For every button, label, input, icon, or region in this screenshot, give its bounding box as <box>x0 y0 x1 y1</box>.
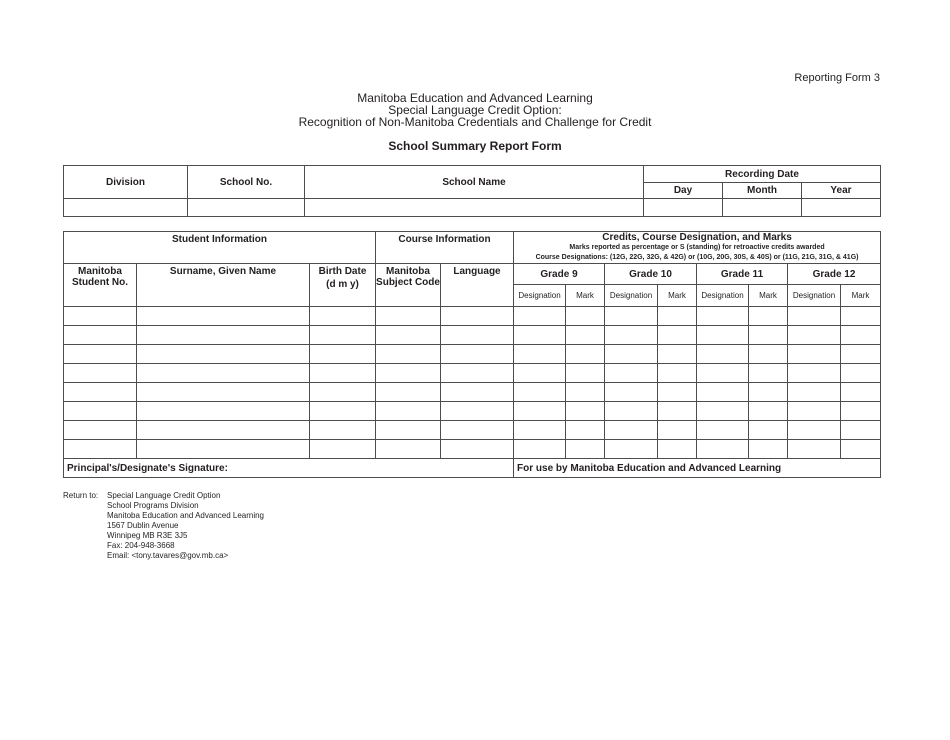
entry-cell[interactable] <box>310 440 376 459</box>
entry-cell[interactable] <box>566 440 605 459</box>
grade-10-header: Grade 10 <box>605 264 697 285</box>
recording-date-header: Recording Date <box>644 166 881 183</box>
entry-cell[interactable] <box>137 307 310 326</box>
office-use-field: For use by Manitoba Education and Advanced Learning <box>514 459 881 478</box>
entry-cell[interactable] <box>697 307 749 326</box>
entry-cell[interactable] <box>697 383 749 402</box>
school-no-header: School No. <box>188 166 305 199</box>
division-header: Division <box>64 166 188 199</box>
document-header <box>0 92 950 128</box>
entry-cell[interactable] <box>566 402 605 421</box>
entry-cell[interactable] <box>441 383 514 402</box>
entry-cell[interactable] <box>788 345 841 364</box>
reporting-form-label: Reporting Form 3 <box>794 72 880 84</box>
entry-cell[interactable] <box>749 440 788 459</box>
entry-cell[interactable] <box>64 383 137 402</box>
entry-cell[interactable] <box>841 421 881 440</box>
entry-cell[interactable] <box>376 402 441 421</box>
student-information-header: Student Information <box>64 232 376 264</box>
address-line: Special Language Credit Option <box>107 491 221 500</box>
address-line: Fax: 204-948-3668 <box>107 541 175 550</box>
entry-cell[interactable] <box>64 307 137 326</box>
entry-cell[interactable] <box>841 383 881 402</box>
entry-cell[interactable] <box>137 440 310 459</box>
entry-cell[interactable] <box>441 421 514 440</box>
entry-cell[interactable] <box>376 421 441 440</box>
entry-cell[interactable] <box>310 383 376 402</box>
entry-cell[interactable] <box>441 440 514 459</box>
entry-cell[interactable] <box>749 402 788 421</box>
table-row <box>64 307 881 326</box>
entry-cell[interactable] <box>605 364 658 383</box>
entry-cell[interactable] <box>749 364 788 383</box>
entry-cell[interactable] <box>64 440 137 459</box>
address-line: 1567 Dublin Avenue <box>107 521 179 530</box>
entry-cell[interactable] <box>658 345 697 364</box>
entry-cell[interactable] <box>514 364 566 383</box>
entry-cell[interactable] <box>697 364 749 383</box>
entry-cell[interactable] <box>749 383 788 402</box>
entry-cell[interactable] <box>376 345 441 364</box>
grade-12-header: Grade 12 <box>788 264 881 285</box>
page-title: School Summary Report Form <box>388 139 562 153</box>
entry-cell[interactable] <box>605 326 658 345</box>
entry-cell[interactable] <box>605 345 658 364</box>
address-line: Email: <tony.tavares@gov.mb.ca> <box>107 551 229 560</box>
school-name-field[interactable] <box>305 199 644 217</box>
entry-cell[interactable] <box>566 326 605 345</box>
entry-cell[interactable] <box>64 345 137 364</box>
year-header: Year <box>802 183 881 199</box>
entry-cell[interactable] <box>658 440 697 459</box>
entry-cell[interactable] <box>64 402 137 421</box>
entry-cell[interactable] <box>605 421 658 440</box>
entry-cell[interactable] <box>658 402 697 421</box>
designation-header: Designation <box>605 285 658 307</box>
entry-cell[interactable] <box>566 421 605 440</box>
entry-cell[interactable] <box>605 440 658 459</box>
table-row <box>64 421 881 440</box>
address-line: Winnipeg MB R3E 3J5 <box>107 531 188 540</box>
entry-cell[interactable] <box>658 307 697 326</box>
credits-title: Credits, Course Designation, and Marks <box>602 232 792 243</box>
entry-cell[interactable] <box>137 345 310 364</box>
month-field[interactable] <box>723 199 802 217</box>
grade-9-header: Grade 9 <box>514 264 605 285</box>
entry-cell[interactable] <box>441 307 514 326</box>
table-row <box>64 345 881 364</box>
signature-field[interactable]: Principal's/Designate's Signature: <box>64 459 514 478</box>
year-field[interactable] <box>802 199 881 217</box>
return-to-label: Return to: <box>63 491 99 500</box>
entry-cell[interactable] <box>841 440 881 459</box>
entry-cell[interactable] <box>137 326 310 345</box>
entry-cell[interactable] <box>566 364 605 383</box>
day-header: Day <box>644 183 723 199</box>
entry-cell[interactable] <box>441 326 514 345</box>
entry-cell[interactable] <box>376 307 441 326</box>
entry-cell[interactable] <box>788 383 841 402</box>
entry-cell[interactable] <box>697 326 749 345</box>
course-designations-note: Course Designations: (12G, 22G, 32G, & 42G) or (10G, 20G, 30S, & 40S) or (11G, 21G, 31G, & 41G) <box>535 254 859 261</box>
entry-cell[interactable] <box>137 421 310 440</box>
entry-cell[interactable] <box>566 307 605 326</box>
entry-cell[interactable] <box>566 345 605 364</box>
entry-cell[interactable] <box>64 326 137 345</box>
entry-cell[interactable] <box>697 345 749 364</box>
entry-cell[interactable] <box>658 383 697 402</box>
entry-cell[interactable] <box>310 345 376 364</box>
entry-cell[interactable] <box>605 307 658 326</box>
table-row <box>64 440 881 459</box>
entry-cell[interactable] <box>514 402 566 421</box>
entry-cell[interactable] <box>749 421 788 440</box>
entry-cell[interactable] <box>514 440 566 459</box>
entry-cell[interactable] <box>841 364 881 383</box>
entry-cell[interactable] <box>788 421 841 440</box>
birth-date-header <box>310 264 376 307</box>
school-name-header: School Name <box>305 166 644 199</box>
entry-cell[interactable] <box>697 402 749 421</box>
entry-cell[interactable] <box>841 307 881 326</box>
designation-header: Designation <box>514 285 566 307</box>
header-subtitle: Recognition of Non-Manitoba Credentials and Challenge for Credit <box>298 115 652 129</box>
address-line: Manitoba Education and Advanced Learning <box>107 511 265 520</box>
entry-cell[interactable] <box>376 326 441 345</box>
designation-header: Designation <box>697 285 749 307</box>
division-field[interactable] <box>64 199 188 217</box>
entry-cell[interactable] <box>514 421 566 440</box>
entry-cell[interactable] <box>376 364 441 383</box>
student-records-table <box>63 231 881 478</box>
return-address-lines <box>107 491 407 561</box>
entry-cell[interactable] <box>749 326 788 345</box>
entry-cell[interactable] <box>788 307 841 326</box>
entry-cell[interactable] <box>697 421 749 440</box>
entry-cell[interactable] <box>514 345 566 364</box>
entry-cell[interactable] <box>137 364 310 383</box>
mark-header: Mark <box>841 285 881 307</box>
school-info-table <box>63 165 881 217</box>
student-no-header: Manitoba Student No. <box>64 264 137 307</box>
table-row <box>64 402 881 421</box>
entry-cell[interactable] <box>310 307 376 326</box>
name-header: Surname, Given Name <box>137 264 310 307</box>
entry-cell[interactable] <box>788 326 841 345</box>
entry-cell[interactable] <box>310 326 376 345</box>
entry-cell[interactable] <box>841 402 881 421</box>
mark-header: Mark <box>566 285 605 307</box>
school-no-field[interactable] <box>188 199 305 217</box>
credits-note: Marks reported as percentage or S (standing) for retroactive credits awarded <box>569 244 825 251</box>
entry-cell[interactable] <box>310 402 376 421</box>
entry-cell[interactable] <box>441 364 514 383</box>
subject-code-header: Manitoba Subject Code <box>376 264 441 307</box>
entry-cell[interactable] <box>376 440 441 459</box>
entry-cell[interactable] <box>749 345 788 364</box>
entry-cell[interactable] <box>137 383 310 402</box>
entry-cell[interactable] <box>788 440 841 459</box>
entry-cell[interactable] <box>64 364 137 383</box>
entry-cell[interactable] <box>514 383 566 402</box>
designation-header: Designation <box>788 285 841 307</box>
month-header: Month <box>723 183 802 199</box>
header-program: Special Language Credit Option: <box>388 103 562 117</box>
entry-cell[interactable] <box>788 402 841 421</box>
entry-cell[interactable] <box>658 326 697 345</box>
entry-cell[interactable] <box>658 364 697 383</box>
credits-header <box>514 232 881 264</box>
grade-11-header: Grade 11 <box>697 264 788 285</box>
entry-cell[interactable] <box>310 421 376 440</box>
header-ministry: Manitoba Education and Advanced Learning <box>357 91 593 105</box>
entry-cell[interactable] <box>788 364 841 383</box>
entry-cell[interactable] <box>64 421 137 440</box>
address-line: School Programs Division <box>107 501 199 510</box>
entry-cell[interactable] <box>441 402 514 421</box>
entry-cell[interactable] <box>376 383 441 402</box>
entry-cell[interactable] <box>841 326 881 345</box>
birth-date-format: (d m y) <box>326 279 359 290</box>
mark-header: Mark <box>658 285 697 307</box>
entry-cell[interactable] <box>137 402 310 421</box>
table-row <box>64 326 881 345</box>
entry-cell[interactable] <box>749 307 788 326</box>
course-information-header: Course Information <box>376 232 514 264</box>
entry-cell[interactable] <box>605 402 658 421</box>
language-header: Language <box>441 264 514 307</box>
entry-cell[interactable] <box>514 326 566 345</box>
entry-cell[interactable] <box>658 421 697 440</box>
day-field[interactable] <box>644 199 723 217</box>
entry-cell[interactable] <box>841 345 881 364</box>
table-row <box>64 364 881 383</box>
entry-cell[interactable] <box>605 383 658 402</box>
birth-date-label: Birth Date <box>318 266 367 277</box>
entry-cell[interactable] <box>514 307 566 326</box>
entry-cell[interactable] <box>441 345 514 364</box>
entry-cell[interactable] <box>566 383 605 402</box>
mark-header: Mark <box>749 285 788 307</box>
entry-cell[interactable] <box>310 364 376 383</box>
entry-cell[interactable] <box>697 440 749 459</box>
table-row <box>64 383 881 402</box>
